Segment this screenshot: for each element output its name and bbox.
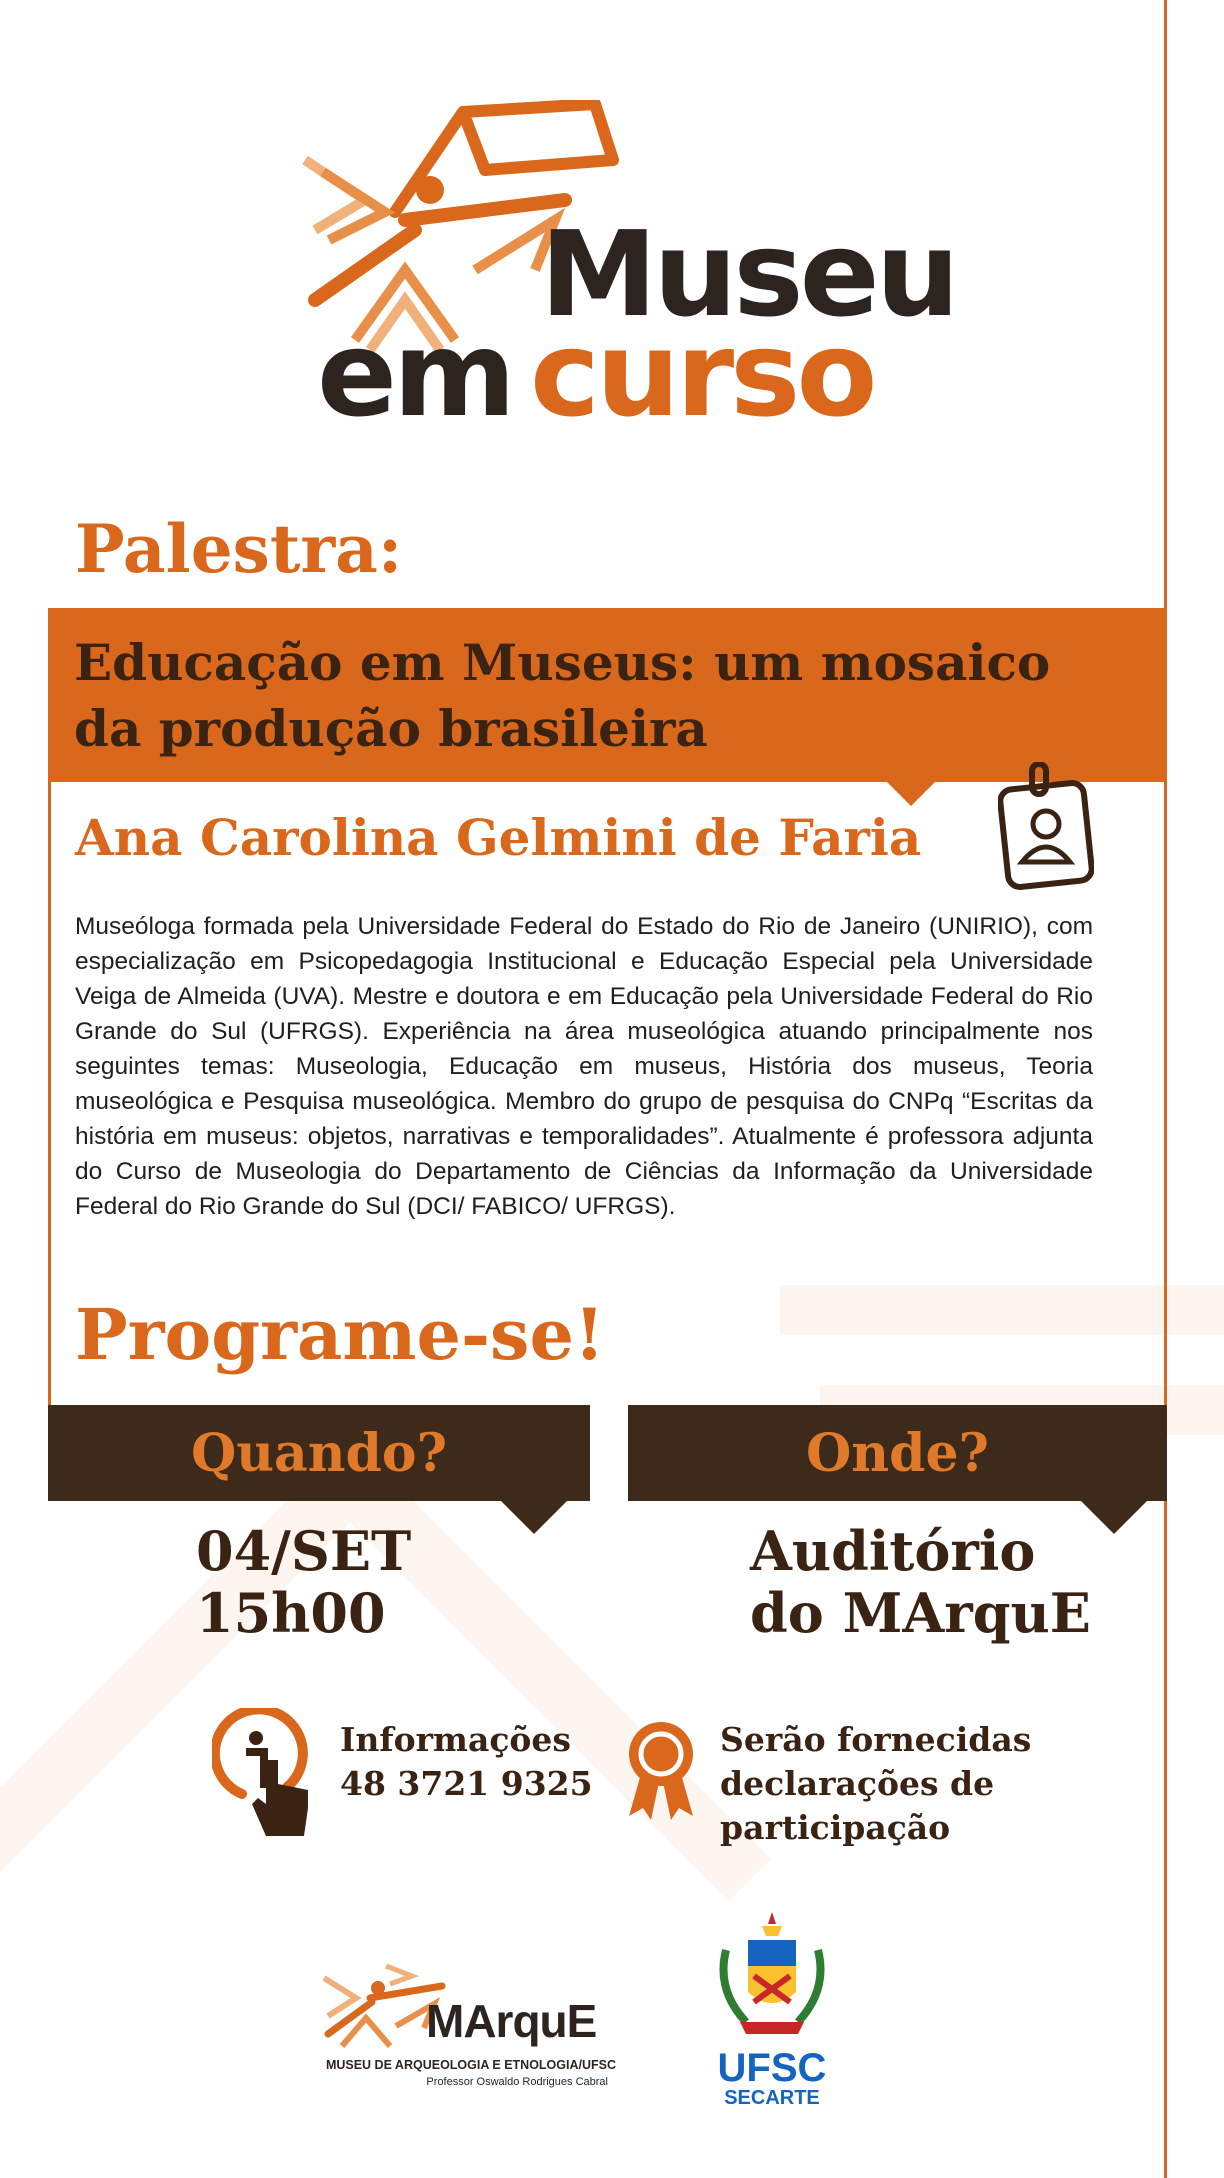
award-ribbon-icon (625, 1718, 697, 1822)
marque-subtitle-2: Professor Oswaldo Rodrigues Cabral (426, 2076, 608, 2088)
certificate-line-2: declarações de (720, 1764, 995, 1803)
logo-word-curso: curso (530, 305, 874, 443)
logo-word-em: em (317, 305, 512, 443)
lecture-title-band (48, 608, 1167, 782)
speaker-name: Ana Carolina Gelmini de Faria (75, 808, 922, 867)
lecture-title-line-2: da produção brasileira (74, 699, 708, 758)
info-label: Informações (340, 1720, 571, 1759)
info-contact (340, 1718, 593, 1806)
title-band-notch (885, 780, 937, 806)
palestra-heading: Palestra: (75, 510, 403, 588)
event-location (750, 1520, 1091, 1644)
location-line-1: Auditório (750, 1519, 1036, 1583)
event-time: 15h00 (196, 1581, 386, 1645)
when-label: Quando? (190, 1423, 448, 1484)
where-label: Onde? (805, 1423, 989, 1484)
when-box-notch (500, 1500, 568, 1534)
certificate-line-1: Serão fornecidas (720, 1720, 1032, 1759)
speaker-bio: Museóloga formada pela Universidade Federal do Estado do Rio de Janeiro (UNIRIO), com especialização em Psicopedagogia Institucional e Educação Especial pela Universidade Veiga de Almeida (UVA). Mestre e doutora e em Educação pela Universidade Federal do Rio Grande do Sul (UFRGS). Experiência na área museológica atuando principalmente nos seguintes temas: Museologia, Educação em museus, História dos museus, Teoria museológica e Pesquisa museológica. Membro do grupo de pesquisa do CNPq “Escritas da história em museus: objetos, narrativas e temporalidades”. Atualmente é professora adjunta do Curso de Museologia do Departamento de Ciências da Informação da Universidade Federal do Rio Grande do Sul (DCI/ FABICO/ UFRGS). (75, 913, 1093, 1220)
marque-name: MArquE (426, 1995, 597, 2047)
location-line-2: do MArquE (750, 1581, 1091, 1645)
ufsc-secarte: SECARTE (724, 2087, 820, 2109)
certificate-info (720, 1718, 1031, 1850)
museu-em-curso-logo (295, 100, 995, 443)
lecture-title-line-1: Educação em Museus: um mosaico (74, 633, 1051, 692)
id-badge-icon (998, 762, 1094, 890)
when-box (48, 1405, 590, 1501)
where-box (628, 1405, 1167, 1501)
programe-se-heading: Programe-se! (75, 1293, 605, 1376)
lecture-title (74, 630, 1154, 762)
marque-subtitle: MUSEU DE ARQUEOLOGIA E ETNOLOGIA/UFSC (325, 2058, 616, 2072)
marque-logo (316, 1958, 616, 2108)
ufsc-crest-icon (712, 1910, 832, 2045)
event-datetime (196, 1520, 411, 1644)
certificate-line-3: participação (720, 1808, 951, 1847)
event-date: 04/SET (196, 1519, 412, 1583)
info-touch-icon (212, 1708, 312, 1838)
ufsc-logo (712, 1910, 832, 2110)
info-phone: 48 3721 9325 (340, 1764, 593, 1803)
ufsc-name: UFSC (717, 2046, 827, 2090)
logo-word-museu: Museu (540, 205, 956, 343)
